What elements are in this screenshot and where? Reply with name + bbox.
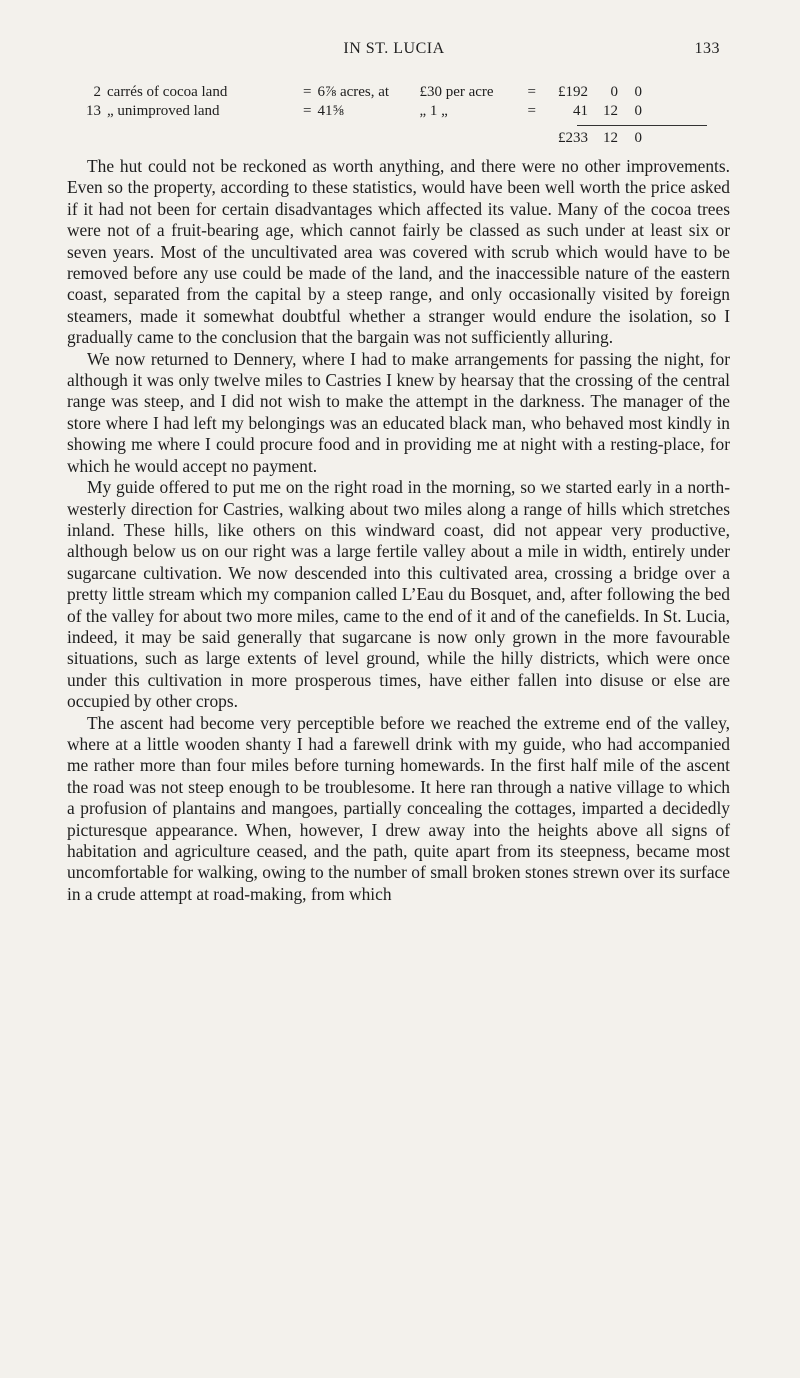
shillings-cell: 12 xyxy=(602,103,618,119)
pounds-cell: 41 xyxy=(572,103,588,119)
total-pence: 0 xyxy=(634,130,642,146)
total-rule xyxy=(577,125,707,126)
paragraph: My guide offered to put me on the right road in the morning, so we started early in a north-westerly direction for Castries, walking about two miles along a range of hills which stretches inland. These hills, like others on this windward coast, did not appear very productive, although below us on our right was a large fertile valley about a mile in width, entirely under sugarcane cultivation. We now descended into this cultivated area, crossing a bridge over a pretty little stream which my companion called L’Eau du Bosquet, and, after following the bed of the valley for about two more miles, came to the end of it and of the canefields. In St. Lucia, indeed, it may be said generally that sugarcane is now only grown in the more favourable situations, such as large extents of level ground, while the hilly districts, which were once under this cultivation in more prosperous times, have either fallen into disuse or else are occupied by other crops. xyxy=(67,477,730,712)
pounds-cell: £192 xyxy=(557,84,588,100)
rate-cell: £30 per acre xyxy=(419,84,494,100)
shillings-cell: 0 xyxy=(610,84,618,100)
total-pounds: £233 xyxy=(557,130,588,146)
paragraph: We now returned to Dennery, where I had to make arrangements for passing the night, for although it was only twelve miles to Castries I knew by hearsay that the crossing of the central range was steep, and I did not wish to make the attempt in the darkness. The manager of the store where I had left my belongings was an educated black man, who behaved most kindly in showing me where I could procure food and in providing me at night with a resting-place, for which he would accept no payment. xyxy=(67,348,730,476)
total-shillings: 12 xyxy=(602,130,618,146)
qty-cell: 13 xyxy=(86,103,101,119)
paragraph: The ascent had become very perceptible before we reached the extreme end of the valley, where at a little wooden shanty I had a farewell drink with my guide, who had accompanied me rather more than four miles before turning homewards. In the first half mile of the ascent the road was not steep enough to be troublesome. It here ran through a native village to which a profusion of plantains and mangoes, partially concealing the cottages, imparted a decidedly picturesque appearance. When, however, I drew away into the heights above all signs of habitation and agriculture ceased, and the path, quite apart from its steepness, became most uncomfortable for walking, owing to the number of small broken stones strewn over its surface in a crude attempt at road-making, from which xyxy=(67,712,730,904)
pence-cell: 0 xyxy=(634,84,642,100)
page-number: 133 xyxy=(694,40,720,57)
total-row xyxy=(80,129,645,148)
equals-cell: = xyxy=(527,84,536,100)
table-row xyxy=(80,102,645,121)
equals-cell: = xyxy=(303,103,312,119)
equals-cell: = xyxy=(303,84,312,100)
running-header xyxy=(68,40,720,62)
qty-cell: 2 xyxy=(93,84,101,100)
paragraph: The hut could not be reckoned as worth anything, and there were no other improvements. Even so the property, according to these statistics, would have been well worth the price asked if it had not been for certain disadvantages which affected its value. Many of the cocoa trees were not of a fruit-bearing age, which cannot fairly be classed as such under at least six or seven years. Most of the uncultivated area was covered with scrub which would have to be removed before any use could be made of the land, and the inaccessible nature of the eastern coast, separated from the capital by a steep range, and only occasionally visited by foreign steamers, made it somewhat doubtful whether a stranger would endure the isolation, so I gradually came to the conclusion that the bargain was not sufficiently alluring. xyxy=(67,156,730,348)
equals-cell: = xyxy=(527,103,536,119)
valuation-table xyxy=(80,83,645,148)
pence-cell: 0 xyxy=(634,103,642,119)
desc-cell: „ unimproved land xyxy=(107,103,220,119)
desc-cell: carrés of cocoa land xyxy=(107,84,228,100)
rate-cell: „ 1 „ xyxy=(419,103,448,119)
area-cell: 41⅝ xyxy=(317,103,344,119)
body-text xyxy=(67,156,730,905)
running-title: IN ST. LUCIA xyxy=(343,40,445,57)
table-row xyxy=(80,83,645,102)
area-cell: 6⅞ acres, at xyxy=(317,84,390,100)
